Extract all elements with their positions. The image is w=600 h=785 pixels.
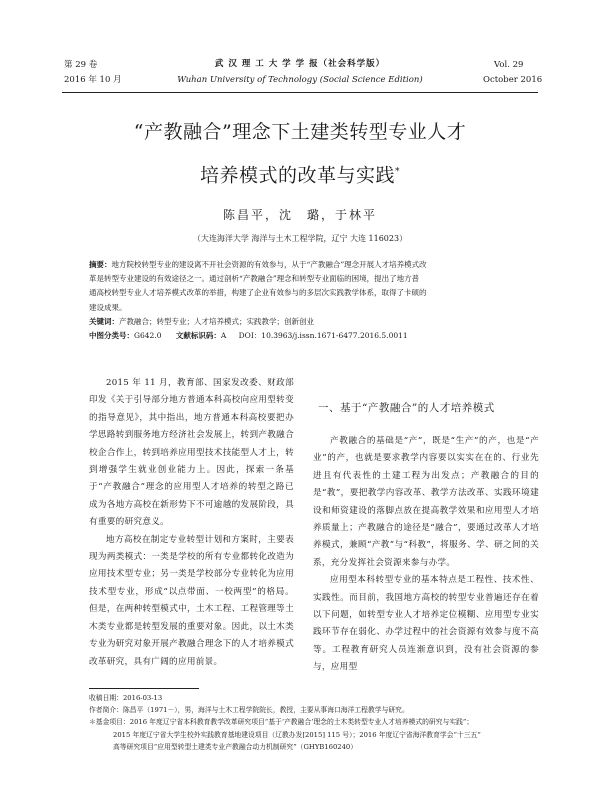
- doi: DOI：10.3963/j.issn.1671-6477.2016.5.0011: [238, 331, 408, 341]
- abstract-line: 革是转型专业建设的有效途径之一。通过剖析“产教融合”理念和转型专业面临的困境，提出了地方普: [89, 274, 420, 284]
- footnote-fund-cont: 高等研究项目“应用型转型土建类专业产教融合动力机制研究”（GHYB160240）: [113, 742, 358, 751]
- header-rule: [62, 92, 538, 93]
- keywords: 产教融合；转型专业；人才培养模式；实践教学；创新创业: [119, 316, 314, 326]
- body-right-column: [313, 433, 539, 677]
- volume-cn: 第 29 卷: [64, 60, 98, 70]
- abstract-line: 通高校转型专业人才培养模式改革的举措，构建了企业有效参与的多层次实践教学体系，取得了卡硕的: [89, 288, 427, 298]
- body-left-column: [89, 375, 294, 671]
- doc-code: A: [220, 331, 227, 341]
- footnotes: [89, 692, 481, 753]
- abstract-line: 地方院校转型专业的建设离不开社会资源的有效参与，从于“产教融合”理念开展人才培养模式改: [111, 260, 427, 269]
- journal-title-cn: 武 汉 理 工 大 学 学 报（社会科学版）: [214, 59, 386, 69]
- section-title: 一、基于“产教融合”的人才培养模式: [318, 402, 495, 414]
- footnote-author: 作者简介：陈昌平（1971－），男，海洋与土木工程学院院长，教授，主要从事海口海洋工程教学与研究。: [89, 706, 409, 715]
- paragraph: 产教融合的基础是“产”，既是“生产”的产，也是“产业”的产，也就是要求教学内容要以实实在在的、行业先进且有代表性的土建工程为出发点；产教融合的目的是“教”，要把教学内容改革、教学方法改革、实践环境建设和师资建设的落脚点放在提高教学效果和应用型人才培养质量上；产教融合的途径是“融合”，要通过改革人才培养模式，兼顾“产教”与“科教”，将服务、学、研之间的关系，充分发挥社会资源来参与办学。: [313, 436, 539, 568]
- doc-code-label: 文献标识码：: [175, 331, 221, 341]
- date-cn: 2016 年 10 月: [64, 75, 122, 85]
- footnote-received: 收稿日期：2016-03-13: [89, 694, 163, 702]
- journal-title-en: Wuhan University of Technology (Social Science Edition): [177, 75, 423, 85]
- abstract: [89, 258, 514, 343]
- article-title-line2: [0, 160, 600, 187]
- classification-label: 中图分类号：: [89, 331, 134, 341]
- authors: 陈昌平，沈 璐，于林平: [222, 208, 377, 222]
- paragraph: 2015 年 11 月，教育部、国家发改委、财政部印发《关于引导部分地方普通本科高校向应用型转变的指导意见》，其中指出，地方普通本科高校要把办学思路转到服务地方经济社会发展上，转到产教融合校企合作上，转到培养应用型技术技能型人才上，转到增强学生就业创业能力上。因此，探索一条基于“产教融合”理念的应用型人才培养的转型之路已成为各地方高校在新形势下不可逾越的发展阶段，具有重要的研究意义。: [89, 378, 294, 528]
- title-footnote-mark: *: [395, 167, 400, 177]
- volume-en: Vol. 29: [494, 60, 524, 70]
- abstract-line: 建设成果。: [89, 302, 127, 312]
- article-title-text: 培养模式的改革与实践: [199, 164, 395, 187]
- date-en: October 2016: [483, 75, 543, 85]
- abstract-label: 摘要：: [89, 260, 112, 269]
- paragraph: 应用型本科转型专业的基本特点是工程性、技术性、实践性。而目前，我国地方高校的转型专业普遍还存在着以下问题，如转型专业人才培养定位模糊、应用型专业实践环节存在弱化、办学过程中的社会资源有效参与度不高等。工程教育研究人员连渐意识到，没有社会资源的参与，应用型: [313, 575, 539, 673]
- article-title-line1: “产教融合”理念下土建类转型专业人才: [133, 121, 467, 143]
- classification-code: G642.0: [134, 331, 162, 341]
- keywords-label: 关键词：: [89, 316, 119, 326]
- affiliation: （大连海洋大学 海洋与土木工程学院，辽宁 大连 116023）: [192, 234, 408, 243]
- paragraph: 地方高校在制定专业转型计划和方案时，主要表现为两类模式：一类是学校的所有专业都转化改造为应用技术型专业；另一类是学校部分专业转化为应用技术型专业，形成“以点带面、一校两型”的格局。但是，在两种转型模式中，土木工程、工程管理等土木类专业都是转型发展的重要对象。因此，以土木类专业为研究对象开展产教融合理念下的人才培养模式改革研究，具有广阔的应用前景。: [89, 534, 294, 667]
- footnote-fund-cont: 2015 年度辽宁省大学生校外实践教育基地建设项目（辽教办发[2015] 115 号）；2016 年度辽宁省海洋教育学会“十三五”: [113, 730, 481, 739]
- footnote-rule: [89, 688, 199, 689]
- footnote-fund: ＊基金项目：2016 年度辽宁省本科教育教学改革研究项目“基于‘产教融合’理念的土木类转型专业人才培养模式的研究与实践”；: [89, 718, 474, 727]
